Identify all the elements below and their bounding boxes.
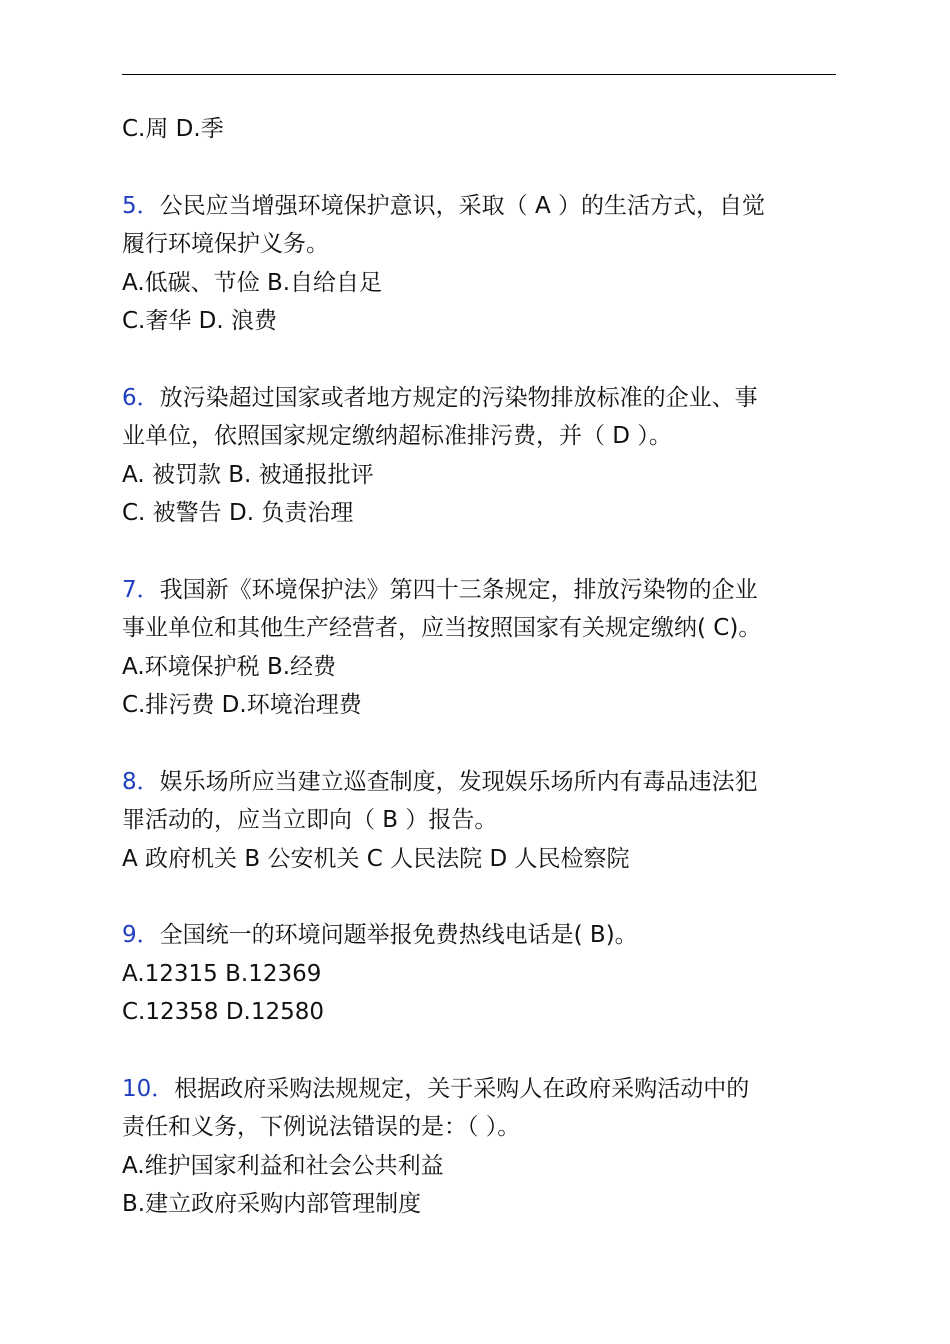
option-line: A.环境保护税 B.经费 bbox=[122, 653, 337, 680]
option-line: A. 被罚款 B. 被通报批评 bbox=[122, 461, 374, 488]
question-text-line: 事业单位和其他生产经营者，应当按照国家有关规定缴纳( C)。 bbox=[122, 615, 762, 641]
question-text-line: 5．公民应当增强环境保护意识，采取（ A ）的生活方式，自觉 bbox=[122, 192, 765, 219]
option-line: C. 被警告 D. 负责治理 bbox=[122, 500, 354, 526]
option-line: C.排污费 D.环境治理费 bbox=[122, 692, 362, 718]
question-text-line: 6．放污染超过国家或者地方规定的污染物排放标准的企业、事 bbox=[122, 384, 758, 411]
question-text-line: 责任和义务，下例说法错误的是：（ ）。 bbox=[122, 1114, 521, 1140]
question-text-line: 履行环境保护义务。 bbox=[122, 231, 329, 257]
question-number: 8． bbox=[122, 768, 160, 795]
question-text-line: 9．全国统一的环境问题举报免费热线电话是( B)。 bbox=[122, 922, 638, 948]
question-number: 7． bbox=[122, 576, 160, 603]
question-6 bbox=[122, 379, 842, 533]
question-7 bbox=[122, 571, 842, 725]
option-line: A.维护国家利益和社会公共利益 bbox=[122, 1152, 444, 1179]
question-9 bbox=[122, 916, 842, 1032]
question-8 bbox=[122, 763, 842, 879]
question-number: 6． bbox=[122, 384, 160, 411]
question-text-line: 业单位，依照国家规定缴纳超标准排污费，并（ D ）。 bbox=[122, 423, 672, 449]
carry-over-options: C.周 D.季 bbox=[122, 116, 224, 142]
question-number: 9． bbox=[122, 922, 160, 948]
option-line: C.奢华 D. 浪费 bbox=[122, 308, 278, 334]
option-line: A 政府机关 B 公安机关 C 人民法院 D 人民检察院 bbox=[122, 845, 630, 872]
option-line: A.12315 B.12369 bbox=[122, 960, 322, 987]
question-number: 10． bbox=[122, 1075, 175, 1102]
question-number: 5． bbox=[122, 192, 160, 219]
question-10 bbox=[122, 1070, 842, 1224]
question-text-line: 10．根据政府采购法规规定，关于采购人在政府采购活动中的 bbox=[122, 1075, 750, 1102]
option-line: A.低碳、节俭 B.自给自足 bbox=[122, 269, 383, 296]
question-5 bbox=[122, 187, 842, 341]
question-text-line: 8．娱乐场所应当建立巡查制度，发现娱乐场所内有毒品违法犯 bbox=[122, 768, 758, 795]
option-line: C.12358 D.12580 bbox=[122, 999, 325, 1025]
question-text-line: 罪活动的，应当立即向（ B ）报告。 bbox=[122, 807, 498, 833]
question-text-line: 7．我国新《环境保护法》第四十三条规定，排放污染物的企业 bbox=[122, 576, 758, 603]
document-body bbox=[122, 110, 842, 1224]
header-rule bbox=[122, 74, 836, 75]
option-line: B.建立政府采购内部管理制度 bbox=[122, 1191, 422, 1217]
